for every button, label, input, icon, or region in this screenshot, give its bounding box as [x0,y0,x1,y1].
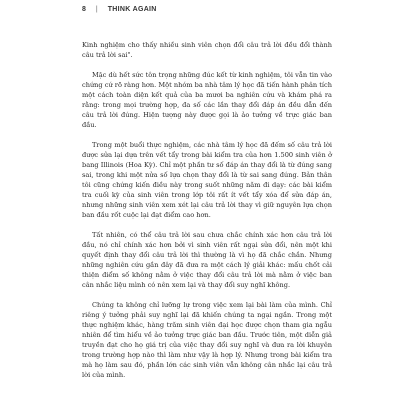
paragraph: Chúng ta không chỉ lưỡng lự trong việc xem lại bài làm của mình. Chỉ riêng ý tưởng phải suy nghĩ lại đã khiến chúng ta ngại ngần. Trong một thực nghiệm khác, hàng trăm sinh viên đại học được chọn tham gia ngẫu nhiên để tìm hiểu về ảo tưởng trực giác ban đầu. Trước tiên, một diễn giả truyền đạt cho họ giá trị của việc thay đổi suy nghĩ và đưa ra lời khuyên trong trường hợp nào thì làm như vậy là hợp lý. Nhưng trong bài kiểm tra mà họ làm sau đó, phần lớn các sinh viên vẫn không cân nhắc lại câu trả lời của mình. [82,301,332,379]
page-header [82,6,332,20]
running-head: THINK AGAIN [107,6,157,13]
body-text [82,40,332,380]
paragraph: Tất nhiên, có thể câu trả lời sau chưa chắc chính xác hơn câu trả lời đầu, nó chỉ chính xác hơn bởi vì sinh viên rất ngại sửa đổi, nên một khi quyết định thay đổi câu trả lời thì thường là vì họ đã chắc chắn. Nhưng những nghiên cứu gần đây đã đưa ra một cách lý giải khác: mấu chốt cải thiện điểm số không nằm ở việc thay đổi câu trả lời mà nằm ở việc ban cân nhắc liệu mình có nên xem lại và thay đổi suy nghĩ không. [82,231,332,289]
paragraph-continued: Kinh nghiệm cho thấy nhiều sinh viên chọn đổi câu trả lời đều đổi thành câu trả lời sai". [82,41,332,59]
page-number: 8 [82,6,86,13]
paragraph: Mặc dù hết sức tôn trọng những đúc kết từ kinh nghiệm, tôi vẫn tin vào chứng cứ rõ ràng hơn. Một nhóm ba nhà tâm lý học đã tiến hành phân tích một cách toàn diện kết quả của ba mươi ba nghiên cứu và khám phá ra rằng: trong mọi trường hợp, đa số các lần thay đổi đáp án đều dẫn đến câu trả lời đúng. Hiện tượng này được gọi là ảo tưởng về trực giác ban đầu. [82,71,332,129]
header-separator: | [95,6,98,13]
paragraph: Trong một buổi thực nghiệm, các nhà tâm lý học đã đếm số câu trả lời được sửa lại dựa trên vết tẩy trong bài kiểm tra của hơn 1.500 sinh viên ở bang Illinois (Hoa Kỳ). Chỉ một phần tư số đáp án thay đổi là từ đúng sang sai, trong khi một nửa số lựa chọn thay đổi là từ sai sang đúng. Bản thân tôi cũng chứng kiến điều này trong suốt những năm đi dạy: các bài kiểm tra cuối kỳ của sinh viên trong lớp tôi rất ít vết tẩy xóa để sửa đáp án, nhưng những sinh viên xem xét lại câu trả lời thay vì giữ nguyên lựa chọn ban đầu rốt cuộc lại đạt điểm cao hơn. [82,141,332,219]
